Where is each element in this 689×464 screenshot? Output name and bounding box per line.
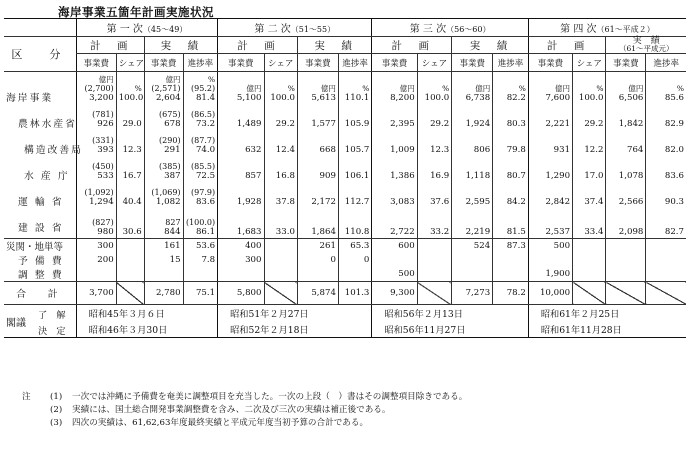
cell: 2,595 bbox=[452, 182, 493, 208]
cell: 7.8 bbox=[183, 253, 218, 267]
actual1-rate-header: 進捗率 bbox=[183, 54, 218, 72]
cell: 16.7 bbox=[116, 156, 144, 182]
actual4-cost-header: 事業費 bbox=[606, 54, 646, 72]
cell: 300 bbox=[76, 239, 116, 254]
plan1-plan-label: 計 画 bbox=[76, 37, 144, 54]
unit-label: % bbox=[362, 84, 370, 93]
cell: (331) bbox=[92, 136, 114, 145]
plan1-share-header: シェア bbox=[116, 54, 144, 72]
cell: 600 bbox=[372, 239, 417, 254]
cell: 1,078 bbox=[606, 156, 646, 182]
footnote-number: (2) bbox=[50, 405, 63, 415]
cell: 12.3 bbox=[116, 130, 144, 156]
unit-label: % bbox=[287, 84, 295, 93]
cell: 1,386 bbox=[372, 156, 417, 182]
plan1-header: 第 一 次（45～49） bbox=[76, 19, 217, 37]
table-row bbox=[4, 130, 686, 156]
cell: 73.2 bbox=[195, 119, 216, 129]
cell: 72.5 bbox=[195, 171, 216, 181]
footnote-head: 注 bbox=[22, 392, 31, 402]
cell: 1,864 bbox=[297, 208, 338, 239]
resolution-label: 決 定 bbox=[38, 326, 66, 337]
cell: 5,800 bbox=[218, 282, 264, 305]
cell: 2,221 bbox=[528, 104, 572, 130]
cell: 1,683 bbox=[218, 208, 264, 239]
cell: 29.2 bbox=[264, 104, 297, 130]
cell: (100.0) bbox=[185, 218, 216, 227]
cell: 2,172 bbox=[297, 182, 338, 208]
cell: 80.3 bbox=[493, 104, 529, 130]
cell: 2,780 bbox=[144, 282, 183, 305]
total-row bbox=[4, 282, 686, 305]
footnote-number: (3) bbox=[50, 418, 63, 428]
cell: 5,100 bbox=[236, 93, 262, 103]
cell: 100.0 bbox=[270, 93, 295, 103]
row-label: 予 備 費 bbox=[18, 256, 64, 267]
footnotes bbox=[22, 391, 467, 430]
cell: 17.0 bbox=[573, 156, 606, 182]
row-label: 災関・地単等 bbox=[6, 242, 64, 253]
plan2-header: 第 二 次（51～55） bbox=[218, 19, 372, 37]
cell: 33.4 bbox=[573, 208, 606, 239]
cell: 105.9 bbox=[338, 104, 371, 130]
cell: (450) bbox=[92, 162, 114, 171]
row-label: 構造改善局 bbox=[24, 145, 83, 156]
plan4-actual-label: 実 績 （61～平成元） bbox=[606, 37, 686, 54]
unit-label: % bbox=[442, 84, 450, 93]
cell: 2,722 bbox=[372, 208, 417, 239]
cell: 37.4 bbox=[573, 182, 606, 208]
cell: 83.6 bbox=[646, 156, 686, 182]
plan3-plan-label: 計 画 bbox=[372, 37, 452, 54]
actual3-cost-header: 事業費 bbox=[452, 54, 493, 72]
cell: 2,537 bbox=[528, 208, 572, 239]
plan3-cost-header: 事業費 bbox=[372, 54, 417, 72]
cell: 87.3 bbox=[493, 239, 529, 254]
cell: 2,566 bbox=[606, 182, 646, 208]
cell: 1,118 bbox=[452, 156, 493, 182]
unit-label: % bbox=[596, 84, 604, 93]
cell: 806 bbox=[452, 130, 493, 156]
cell: 764 bbox=[606, 130, 646, 156]
cell: 926 bbox=[97, 119, 114, 129]
table-row bbox=[4, 267, 686, 282]
cell: 500 bbox=[528, 239, 572, 254]
cell: 1,900 bbox=[528, 267, 572, 282]
cell: 75.1 bbox=[183, 282, 218, 305]
row-label: 運 輸 省 bbox=[18, 197, 64, 208]
cell: 12.3 bbox=[417, 130, 452, 156]
cell: 82.2 bbox=[506, 93, 526, 103]
unit-label: % bbox=[134, 84, 142, 93]
cell: 1,489 bbox=[218, 104, 264, 130]
actual3-rate-header: 進捗率 bbox=[493, 54, 529, 72]
page-title: 海岸事業五箇年計画実施状況 bbox=[58, 5, 214, 19]
footnote bbox=[22, 391, 467, 404]
cell: 15 bbox=[144, 253, 183, 267]
cell: 291 bbox=[164, 145, 181, 155]
plan2-resolution-date: 昭和52年２月18日 bbox=[218, 321, 372, 338]
table-row bbox=[4, 208, 686, 239]
cell: (1,069) bbox=[151, 188, 181, 197]
table-row bbox=[4, 182, 686, 208]
cell: 112.7 bbox=[338, 182, 371, 208]
plan2-actual-label: 実 績 bbox=[297, 37, 371, 54]
table-row bbox=[4, 72, 686, 105]
cell: 84.2 bbox=[493, 182, 529, 208]
plan3-share-header: シェア bbox=[417, 54, 452, 72]
cell: 78.2 bbox=[493, 282, 529, 305]
cell: 7,273 bbox=[452, 282, 493, 305]
plan1-understanding-date: 昭和45年３月６日 bbox=[76, 305, 217, 322]
plan4-understanding-date: 昭和61年２月25日 bbox=[528, 305, 686, 322]
cell: 1,842 bbox=[606, 104, 646, 130]
category-header-top bbox=[4, 19, 76, 37]
diagonal-cell bbox=[264, 282, 297, 305]
footnote-text: 一次では沖縄に予備費を奄美に調整項目を充当した。一次の上段（ ）書はその調整項目除きである。 bbox=[72, 392, 468, 402]
cell: 2,219 bbox=[452, 208, 493, 239]
cell: 909 bbox=[297, 156, 338, 182]
plan1-actual-label: 実 績 bbox=[144, 37, 217, 54]
cell: 29.2 bbox=[573, 104, 606, 130]
cell: 7,600 bbox=[545, 93, 571, 103]
cell: 1,924 bbox=[452, 104, 493, 130]
cell: 2,098 bbox=[606, 208, 646, 239]
actual2-rate-header: 進捗率 bbox=[338, 54, 371, 72]
unit-label: 億円 bbox=[165, 75, 181, 84]
cell: 86.1 bbox=[195, 227, 216, 237]
cell: 931 bbox=[528, 130, 572, 156]
row-label: 調 整 費 bbox=[4, 267, 76, 282]
cell: 400 bbox=[218, 239, 264, 254]
cell: 79.8 bbox=[493, 130, 529, 156]
cell: 1,294 bbox=[89, 197, 114, 207]
cell: 6,506 bbox=[618, 93, 644, 103]
cell: 29.2 bbox=[417, 104, 452, 130]
plan4-cost-header: 事業費 bbox=[528, 54, 572, 72]
cell: (2,571) bbox=[151, 84, 181, 93]
cell: 6,738 bbox=[465, 93, 491, 103]
plan3-actual-label: 実 績 bbox=[452, 37, 529, 54]
footnote-text: 四次の実績は、61,62,63年度最終実績と平成元年度当初予算の合計である。 bbox=[72, 418, 369, 428]
unit-label: 億円 bbox=[98, 75, 114, 84]
cell: 100.0 bbox=[578, 93, 604, 103]
cell: 387 bbox=[164, 171, 181, 181]
cell: 980 bbox=[97, 227, 114, 237]
plan1-cost-header: 事業費 bbox=[76, 54, 116, 72]
cell: 533 bbox=[97, 171, 114, 181]
cell: 40.4 bbox=[116, 182, 144, 208]
cell: 5,613 bbox=[311, 93, 336, 103]
cell: (97.9) bbox=[191, 188, 216, 197]
cell: 668 bbox=[297, 130, 338, 156]
cell: 524 bbox=[452, 239, 493, 254]
cell: (781) bbox=[92, 110, 114, 119]
cell: 2,395 bbox=[372, 104, 417, 130]
cell: 110.8 bbox=[338, 208, 371, 239]
footnote bbox=[22, 417, 467, 430]
cell: 1,928 bbox=[218, 182, 264, 208]
unit-label: % bbox=[207, 75, 216, 84]
cell: 82.7 bbox=[646, 208, 686, 239]
plan2-share-header: シェア bbox=[264, 54, 297, 72]
cell: 1,009 bbox=[372, 130, 417, 156]
plan2-cost-header: 事業費 bbox=[218, 54, 264, 72]
row-label: 建 設 省 bbox=[4, 208, 76, 239]
cell: 393 bbox=[97, 145, 114, 155]
cell: 16.9 bbox=[417, 156, 452, 182]
cell: 500 bbox=[372, 267, 417, 282]
cell: (85.5) bbox=[191, 162, 216, 171]
footnote bbox=[22, 404, 467, 417]
cell: 100.0 bbox=[118, 93, 144, 103]
cell: 81.5 bbox=[493, 208, 529, 239]
cell: 0 bbox=[338, 253, 371, 267]
diagonal-cell bbox=[417, 282, 452, 305]
cell: 53.6 bbox=[183, 239, 218, 254]
cell: 110.1 bbox=[344, 93, 370, 103]
actual1-cost-header: 事業費 bbox=[144, 54, 183, 72]
cell: 2,842 bbox=[528, 182, 572, 208]
unit-label: 億円 bbox=[475, 84, 491, 93]
cell: 82.0 bbox=[646, 130, 686, 156]
actual2-cost-header: 事業費 bbox=[297, 54, 338, 72]
diagonal-cell bbox=[646, 282, 686, 305]
table-row bbox=[4, 253, 686, 267]
diagonal-cell bbox=[116, 282, 144, 305]
cell: 1,577 bbox=[297, 104, 338, 130]
cell: (87.7) bbox=[191, 136, 216, 145]
plan4-resolution-date: 昭和61年11月28日 bbox=[528, 321, 686, 338]
cell: 857 bbox=[218, 156, 264, 182]
cell: 16.8 bbox=[264, 156, 297, 182]
cell: (2,700) bbox=[84, 84, 114, 93]
cell: 105.7 bbox=[338, 130, 371, 156]
cell: 106.1 bbox=[338, 156, 371, 182]
cell: 200 bbox=[76, 253, 116, 267]
plan3-header: 第 三 次（56～60） bbox=[372, 19, 528, 37]
diagonal-cell bbox=[573, 282, 606, 305]
footnote-text: 実績には、国土総合開発事業調整費を含み、二次及び三次の実績は補正後である。 bbox=[72, 405, 391, 415]
cell: (86.5) bbox=[191, 110, 216, 119]
cell: 74.0 bbox=[195, 145, 216, 155]
cell: 5,874 bbox=[297, 282, 338, 305]
actual4-rate-header: 進捗率 bbox=[646, 54, 686, 72]
cell: 37.8 bbox=[264, 182, 297, 208]
cell: 3,083 bbox=[372, 182, 417, 208]
cell: 83.6 bbox=[195, 197, 216, 207]
cell: 81.4 bbox=[195, 93, 216, 103]
plan2-understanding-date: 昭和51年２月27日 bbox=[218, 305, 372, 322]
plan2-plan-label: 計 画 bbox=[218, 37, 298, 54]
cell: 844 bbox=[164, 227, 181, 237]
cell: 65.3 bbox=[338, 239, 371, 254]
cell: (827) bbox=[92, 218, 114, 227]
cell: 29.0 bbox=[116, 104, 144, 130]
cell: 3,700 bbox=[76, 282, 116, 305]
footnote-number: (1) bbox=[50, 392, 63, 402]
cell: 161 bbox=[144, 239, 183, 254]
cell: 10,000 bbox=[528, 282, 572, 305]
plan3-understanding-date: 昭和56年２月13日 bbox=[372, 305, 528, 322]
plan1-resolution-date: 昭和46年３月30日 bbox=[76, 321, 217, 338]
cell: 30.6 bbox=[116, 208, 144, 239]
table-row bbox=[4, 156, 686, 182]
total-label: 合 計 bbox=[4, 282, 76, 305]
plan3-resolution-date: 昭和56年11月27日 bbox=[372, 321, 528, 338]
unit-label: 億円 bbox=[320, 84, 336, 93]
cell: (385) bbox=[159, 162, 181, 171]
cell: 85.6 bbox=[664, 93, 684, 103]
cell: 678 bbox=[164, 119, 181, 129]
cell: 37.6 bbox=[417, 182, 452, 208]
understanding-label: 了 解 bbox=[38, 310, 66, 321]
diagonal-cell bbox=[606, 282, 646, 305]
cell: 0 bbox=[297, 253, 338, 267]
row-label: 農林水産省 bbox=[18, 119, 77, 130]
table-row bbox=[4, 239, 686, 254]
cell: 827 bbox=[165, 218, 181, 227]
cell: 33.2 bbox=[417, 208, 452, 239]
plan4-share-header: シェア bbox=[573, 54, 606, 72]
cell: (1,092) bbox=[84, 188, 114, 197]
cell: 12.4 bbox=[264, 130, 297, 156]
unit-label: 億円 bbox=[246, 84, 262, 93]
cell: 9,300 bbox=[372, 282, 417, 305]
plan-table bbox=[4, 18, 686, 338]
cell: 3,200 bbox=[89, 93, 114, 103]
unit-label: 億円 bbox=[555, 84, 571, 93]
cell: 90.3 bbox=[646, 182, 686, 208]
cell: 12.2 bbox=[573, 130, 606, 156]
cell: 1,082 bbox=[155, 197, 181, 207]
cell: (95.2) bbox=[191, 84, 216, 93]
cell: 2,604 bbox=[155, 93, 181, 103]
table-row bbox=[4, 104, 686, 130]
cell: 33.0 bbox=[264, 208, 297, 239]
plan4-plan-label: 計 画 bbox=[528, 37, 606, 54]
cell: 8,200 bbox=[390, 93, 415, 103]
decision-row-understanding bbox=[4, 305, 686, 322]
cell: 82.9 bbox=[646, 104, 686, 130]
category-header: 区 分 bbox=[4, 37, 76, 72]
unit-label: % bbox=[518, 84, 526, 93]
cell: 632 bbox=[218, 130, 264, 156]
decision-row-resolution bbox=[4, 321, 686, 338]
cell: 100.0 bbox=[424, 93, 450, 103]
cell: 1,290 bbox=[528, 156, 572, 182]
unit-label: % bbox=[676, 84, 684, 93]
row-label: 水 産 庁 bbox=[24, 171, 70, 182]
cell: (675) bbox=[159, 110, 181, 119]
unit-label: 億円 bbox=[628, 84, 644, 93]
row-label: 海岸事業 bbox=[6, 93, 54, 104]
cell: (290) bbox=[159, 136, 181, 145]
cell: 261 bbox=[297, 239, 338, 254]
unit-label: 億円 bbox=[399, 84, 415, 93]
cell: 101.3 bbox=[338, 282, 371, 305]
plan4-header: 第 四 次（61～平成２） bbox=[528, 19, 686, 37]
decision-label: 閣議 bbox=[6, 318, 26, 329]
cell: 80.7 bbox=[493, 156, 529, 182]
cell: 300 bbox=[218, 253, 264, 267]
